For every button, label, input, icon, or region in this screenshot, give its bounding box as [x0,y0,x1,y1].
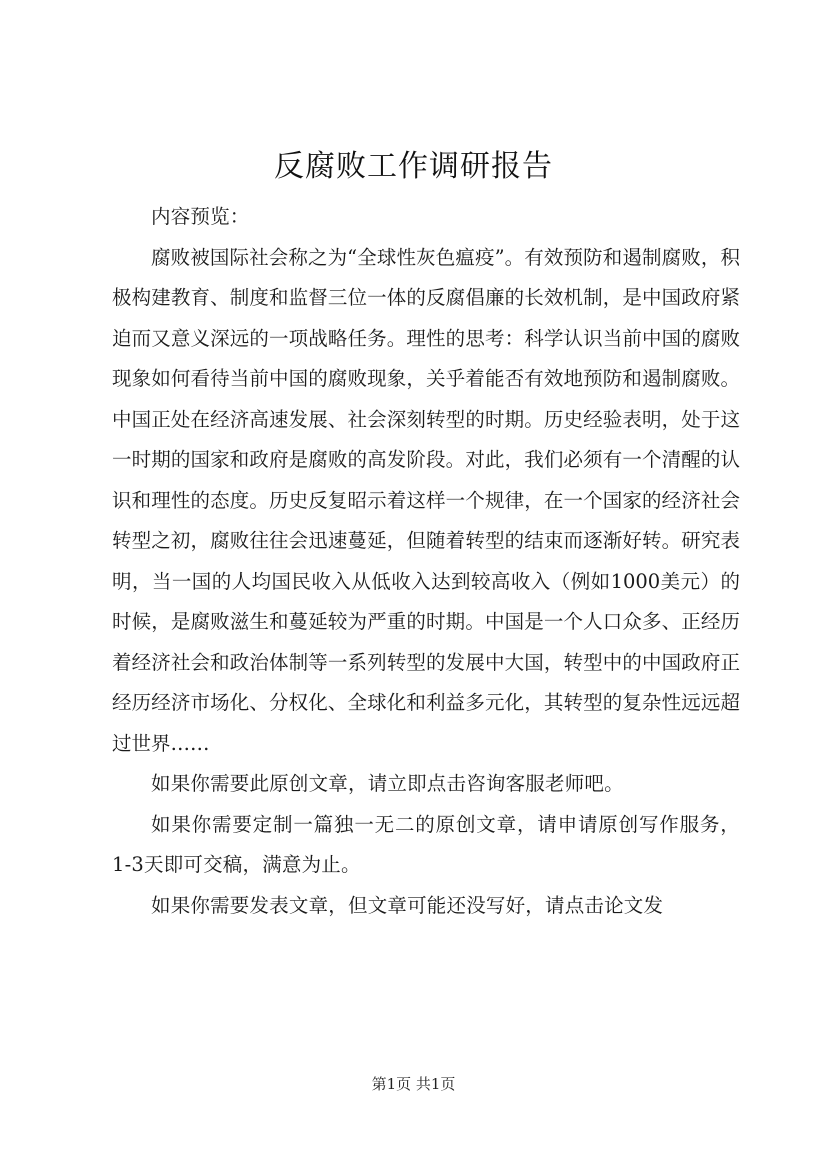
document-body [112,197,740,926]
body-paragraph-main: 腐败被国际社会称之为“全球性灰色瘟疫”。有效预防和遏制腐败，积极构建教育、制度和监督三位一体的反腐倡廉的长效机制，是中国政府紧迫而又意义深远的一项战略任务。理性的思考：科学认识当前中国的腐败现象如何看待当前中国的腐败现象，关乎着能否有效地预防和遏制腐败。中国正处在经济高速发展、社会深刻转型的时期。历史经验表明，处于这一时期的国家和政府是腐败的高发阶段。对此，我们必须有一个清醒的认识和理性的态度。历史反复昭示着这样一个规律，在一个国家的经济社会转型之初，腐败往往会迅速蔓延，但随着转型的结束而逐渐好转。研究表明，当一国的人均国民收入从低收入达到较高收入（例如1000美元）的时候，是腐败滋生和蔓延较为严重的时期。中国是一个人口众多、正经历着经济社会和政治体制等一系列转型的发展中大国，转型中的中国政府正经历经济市场化、分权化、全球化和利益多元化，其转型的复杂性远远超过世界…… [112,245,740,755]
preview-label: 内容预览： [151,205,250,228]
body-paragraph-contact: 如果你需要此原创文章，请立即点击咨询客服老师吧。 [151,772,624,795]
body-paragraph-custom: 如果你需要定制一篇独一无二的原创文章，请申请原创写作服务，1-3天即可交稿，满意为止。 [112,812,740,876]
body-paragraph-publish: 如果你需要发表文章，但文章可能还没写好，请点击论文发 [151,893,664,917]
document-title: 反腐败工作调研报告 [274,149,553,184]
page-number-footer: 第1页 共1页 [371,1075,456,1093]
